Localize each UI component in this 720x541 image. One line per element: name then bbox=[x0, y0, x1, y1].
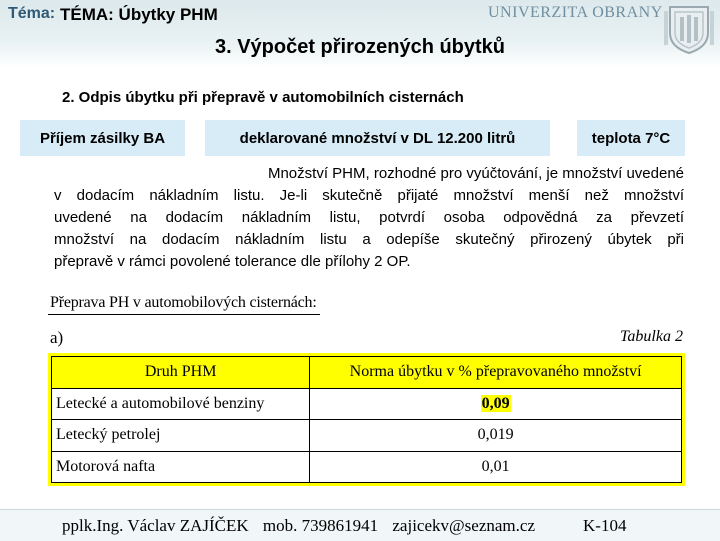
paragraph-line: množství na dodacím nákladním listu a odepíše skutečný přirozený úbytek při bbox=[54, 231, 684, 248]
paragraph-line: přepravě v rámci povolené tolerance dle přílohy 2 OP. bbox=[54, 253, 411, 270]
table-row bbox=[52, 388, 682, 420]
loss-norm-cell bbox=[310, 388, 682, 420]
scan-title-underline bbox=[48, 314, 320, 315]
column-header-fuel-type: Druh PHM bbox=[52, 357, 310, 389]
loss-norm-cell: 0,019 bbox=[310, 420, 682, 452]
paragraph-line: Množství PHM, rozhodné pro vyúčtování, je množství uvedené bbox=[267, 165, 684, 182]
loss-norm-table-frame bbox=[48, 353, 685, 486]
paragraph-line: v dodacím nákladním listu. Je-li skutečně přijaté množství menší než množství bbox=[54, 187, 684, 204]
footer-phone: mob. 739861941 bbox=[262, 516, 379, 535]
table-row bbox=[52, 420, 682, 452]
footer-contact bbox=[62, 516, 545, 536]
footer-author: pplk.Ing. Václav ZAJÍČEK bbox=[62, 516, 249, 535]
table-row bbox=[52, 451, 682, 483]
university-name: UNIVERZITA OBRANY bbox=[488, 4, 663, 21]
section-heading: 2. Odpis úbytku při přepravě v automobilních cisternách bbox=[62, 89, 464, 106]
table-header-row bbox=[52, 357, 682, 389]
slide-title: 3. Výpočet přirozených úbytků bbox=[214, 36, 506, 58]
loss-norm-table bbox=[51, 356, 682, 483]
fuel-type-cell: Letecké a automobilové benziny bbox=[52, 388, 310, 420]
paragraph-line: uvedené na dodacím nákladním listu, potvrdí osoba odpovědná za převzetí bbox=[54, 209, 684, 226]
temperature-box: teplota 7°C bbox=[577, 120, 685, 156]
topic-prefix: Téma: bbox=[8, 5, 56, 22]
footer-email: zajicekv@seznam.cz bbox=[392, 516, 535, 535]
scan-title: Přeprava PH v automobilových cisternách: bbox=[50, 294, 317, 311]
topic-title: TÉMA: Úbytky PHM bbox=[60, 5, 218, 24]
fuel-type-cell: Letecký petrolej bbox=[52, 420, 310, 452]
receipt-box: Příjem zásilky BA bbox=[20, 120, 185, 156]
slide-header bbox=[0, 0, 720, 68]
scan-subsection-label: a) bbox=[50, 328, 64, 347]
table-label: Tabulka 2 bbox=[620, 328, 683, 345]
explanation-paragraph bbox=[54, 163, 684, 273]
column-header-loss-norm: Norma úbytku v % přepravovaného množství bbox=[310, 357, 682, 389]
highlighted-value: 0,09 bbox=[481, 394, 510, 412]
loss-norm-cell: 0,01 bbox=[310, 451, 682, 483]
declared-quantity-box: deklarované množství v DL 12.200 litrů bbox=[205, 120, 550, 156]
fuel-type-cell: Motorová nafta bbox=[52, 451, 310, 483]
footer-page-code: K-104 bbox=[583, 516, 627, 535]
